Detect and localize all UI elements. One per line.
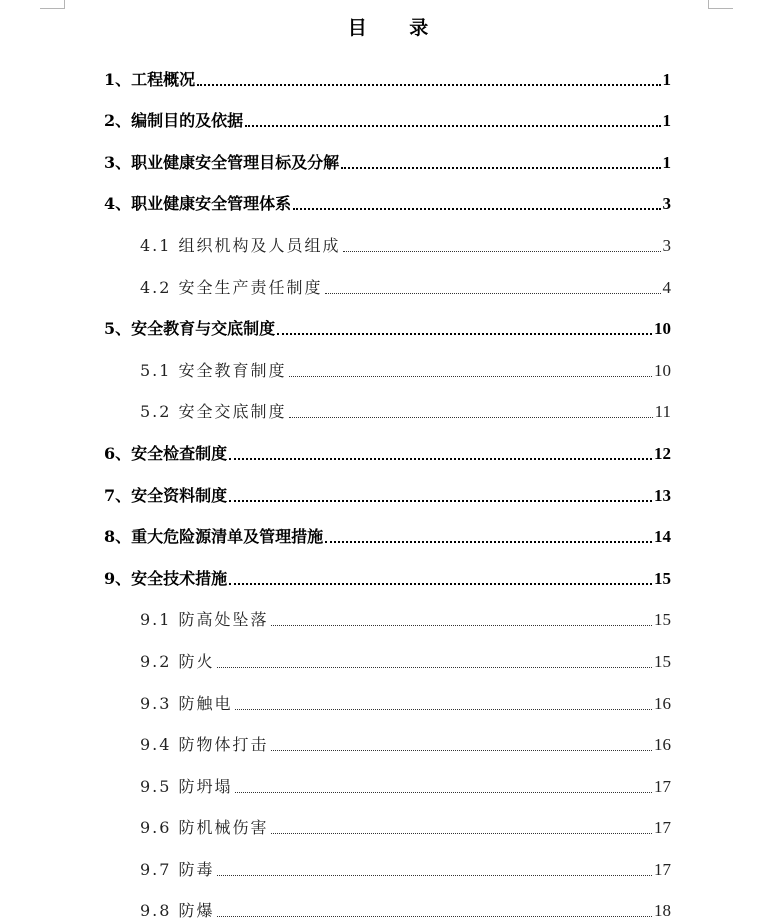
- toc-entry-label: 5.2 安全交底制度: [140, 402, 287, 422]
- toc-entry[interactable]: [104, 466, 671, 508]
- toc-entry-label: 9.8 防爆: [140, 901, 215, 921]
- toc-dot-leader: [277, 333, 652, 335]
- toc-entry-label: 5、安全教育与交底制度: [104, 319, 276, 339]
- toc-subentry[interactable]: [104, 716, 671, 758]
- toc-entry[interactable]: [104, 508, 671, 550]
- toc-subentry[interactable]: [104, 341, 671, 383]
- toc-page-number: 17: [654, 776, 671, 796]
- toc-page-number: 17: [654, 859, 671, 879]
- toc-dot-leader: [293, 208, 660, 210]
- toc-entry-label: 1、工程概况: [104, 69, 196, 89]
- toc-subentry[interactable]: [104, 882, 671, 923]
- toc-entry-label: 2、编制目的及依据: [104, 111, 244, 131]
- table-of-contents: [104, 50, 671, 923]
- toc-entry[interactable]: [104, 92, 671, 134]
- toc-entry[interactable]: [104, 50, 671, 92]
- toc-entry-label: 9.3 防触电: [140, 693, 233, 713]
- toc-entry[interactable]: [104, 549, 671, 591]
- toc-dot-leader: [217, 875, 652, 876]
- toc-entry-label: 5.1 安全教育制度: [140, 360, 287, 380]
- toc-page-number: 11: [654, 402, 671, 422]
- toc-entry-label: 8、重大危险源清单及管理措施: [104, 527, 324, 547]
- toc-dot-leader: [235, 709, 652, 710]
- toc-entry-label: 4.1 组织机构及人员组成: [140, 235, 341, 255]
- toc-dot-leader: [197, 84, 660, 86]
- toc-subentry[interactable]: [104, 632, 671, 674]
- toc-subentry[interactable]: [104, 840, 671, 882]
- toc-subentry[interactable]: [104, 757, 671, 799]
- toc-subentry[interactable]: [104, 216, 671, 258]
- toc-dot-leader: [229, 458, 652, 460]
- toc-dot-leader: [343, 251, 661, 252]
- toc-entry-label: 9.6 防机械伤害: [140, 818, 269, 838]
- toc-dot-leader: [325, 541, 652, 543]
- toc-page-number: 4: [662, 277, 671, 297]
- toc-entry-label: 9.1 防高处坠落: [140, 610, 269, 630]
- toc-dot-leader: [271, 625, 652, 626]
- toc-dot-leader: [289, 376, 652, 377]
- toc-entry-label: 6、安全检查制度: [104, 443, 228, 463]
- toc-dot-leader: [245, 125, 660, 127]
- toc-title: 目 录: [347, 17, 447, 39]
- crop-mark-top-left: [40, 0, 65, 9]
- toc-page-number: 3: [662, 235, 671, 255]
- toc-page-number: 18: [654, 901, 671, 921]
- toc-dot-leader: [341, 167, 660, 169]
- toc-page-number: 15: [654, 610, 671, 630]
- toc-page-number: 15: [654, 568, 671, 588]
- toc-page-number: 1: [662, 69, 671, 89]
- crop-mark-top-right: [708, 0, 733, 9]
- toc-dot-leader: [229, 500, 652, 502]
- toc-page-number: 10: [654, 319, 671, 339]
- toc-entry-label: 4、职业健康安全管理体系: [104, 194, 292, 214]
- toc-page-number: 14: [654, 527, 671, 547]
- toc-entry-label: 9.2 防火: [140, 651, 215, 671]
- toc-page-number: 3: [662, 194, 671, 214]
- toc-entry[interactable]: [104, 175, 671, 217]
- toc-subentry[interactable]: [104, 674, 671, 716]
- toc-dot-leader: [325, 293, 661, 294]
- toc-entry[interactable]: [104, 300, 671, 342]
- toc-dot-leader: [289, 417, 653, 418]
- toc-page-number: 16: [654, 693, 671, 713]
- toc-page-number: 13: [654, 485, 671, 505]
- toc-subentry[interactable]: [104, 383, 671, 425]
- toc-entry-label: 9.4 防物体打击: [140, 735, 269, 755]
- toc-dot-leader: [271, 833, 652, 834]
- toc-page-number: 12: [654, 443, 671, 463]
- toc-subentry[interactable]: [104, 258, 671, 300]
- toc-page-number: 17: [654, 818, 671, 838]
- toc-entry-label: 9.7 防毒: [140, 859, 215, 879]
- toc-entry[interactable]: [104, 133, 671, 175]
- toc-page-number: 10: [654, 360, 671, 380]
- toc-page-number: 16: [654, 735, 671, 755]
- toc-page-number: 1: [662, 111, 671, 131]
- toc-entry-label: 9.5 防坍塌: [140, 776, 233, 796]
- toc-entry-label: 7、安全资料制度: [104, 485, 228, 505]
- toc-entry-label: 9、安全技术措施: [104, 568, 228, 588]
- toc-subentry[interactable]: [104, 799, 671, 841]
- toc-page-number: 15: [654, 651, 671, 671]
- toc-dot-leader: [229, 583, 652, 585]
- toc-entry-label: 4.2 安全生产责任制度: [140, 277, 323, 297]
- toc-dot-leader: [235, 792, 652, 793]
- toc-dot-leader: [217, 667, 652, 668]
- toc-entry-label: 3、职业健康安全管理目标及分解: [104, 152, 340, 172]
- toc-entry[interactable]: [104, 424, 671, 466]
- toc-page-number: 1: [662, 152, 671, 172]
- toc-dot-leader: [217, 916, 652, 917]
- toc-dot-leader: [271, 750, 652, 751]
- toc-subentry[interactable]: [104, 591, 671, 633]
